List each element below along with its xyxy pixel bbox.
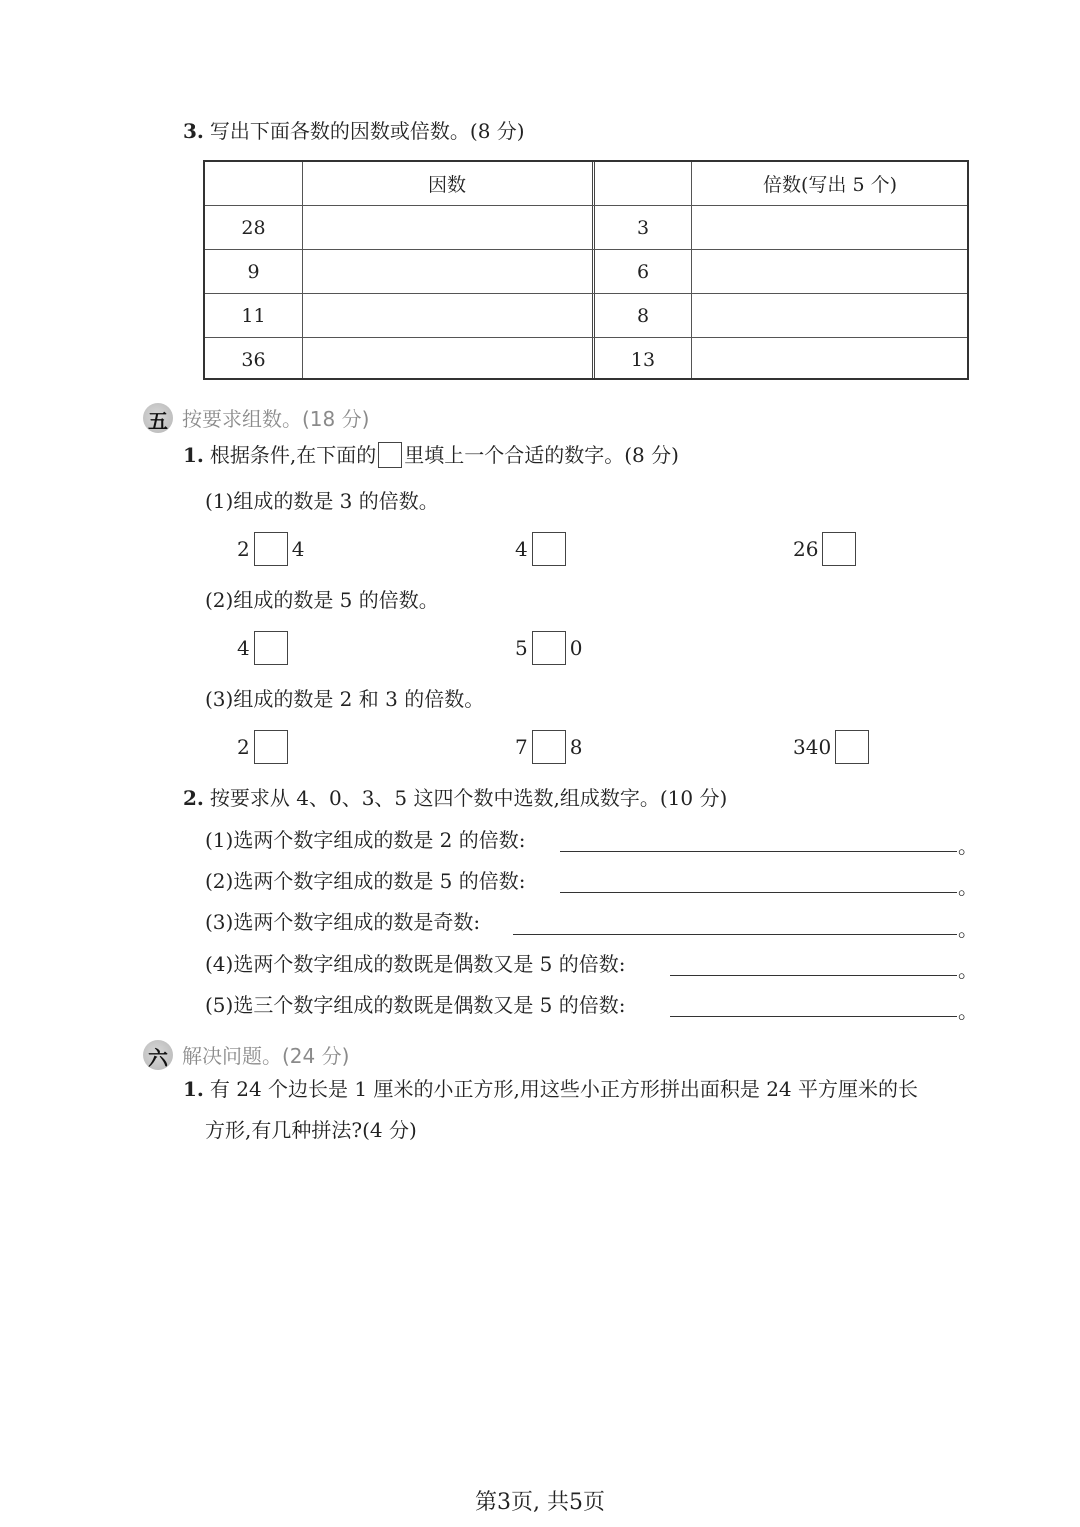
s6-q1-number: 1. — [183, 1077, 204, 1101]
fill-item — [515, 631, 582, 665]
digit-answer-box[interactable] — [532, 730, 566, 764]
digit-answer-box[interactable] — [254, 532, 288, 566]
right-number: 3 — [636, 216, 650, 239]
factors-answer-cell[interactable] — [302, 250, 592, 293]
fill-item — [793, 730, 873, 764]
s5-q2-part-label: (2)选两个数字组成的数是 5 的倍数: — [205, 869, 526, 893]
digit-before: 26 — [793, 537, 819, 561]
answer-blank-line[interactable] — [560, 851, 957, 852]
digit-after: 4 — [291, 537, 305, 561]
table-row — [205, 206, 967, 250]
digit-answer-box[interactable] — [532, 532, 566, 566]
s5-q2-part-label: (3)选两个数字组成的数是奇数: — [205, 910, 481, 934]
multiples-answer-cell[interactable] — [691, 294, 969, 337]
end-mark: 。 — [958, 958, 978, 982]
s6-q1-text-line1: 有 24 个边长是 1 厘米的小正方形,用这些小正方形拼出面积是 24 平方厘米的长 — [209, 1077, 919, 1101]
fill-item — [237, 631, 292, 665]
end-mark: 。 — [958, 917, 978, 941]
right-number: 6 — [636, 260, 650, 283]
s5-q1-title — [183, 441, 679, 469]
digit-answer-box[interactable] — [254, 631, 288, 665]
fill-item — [515, 532, 570, 566]
digit-answer-box[interactable] — [822, 532, 856, 566]
digit-after: 0 — [569, 636, 583, 660]
section-5-title: 按要求组数。(18 分) — [182, 407, 370, 431]
inline-answer-box-sample — [378, 442, 402, 468]
digit-before: 2 — [237, 735, 250, 759]
header-factors: 因数 — [427, 174, 466, 196]
table-row — [205, 250, 967, 294]
section-badge-6 — [143, 1040, 173, 1070]
q3-text: 写出下面各数的因数或倍数。(8 分) — [209, 119, 525, 143]
s5-q1-text-before: 根据条件,在下面的 — [209, 443, 377, 467]
digit-before: 4 — [237, 636, 250, 660]
page-footer: 第3页, 共5页 — [475, 1490, 605, 1515]
multiples-answer-cell[interactable] — [691, 206, 969, 249]
q3-title — [183, 117, 525, 145]
factors-answer-cell[interactable] — [302, 338, 592, 381]
end-mark: 。 — [958, 999, 978, 1023]
section-badge-5-text: 五 — [148, 409, 168, 433]
table-row — [205, 294, 967, 338]
digit-before: 5 — [515, 636, 528, 660]
s5-q2-part-label: (1)选两个数字组成的数是 2 的倍数: — [205, 828, 526, 852]
s5-q2-text: 按要求从 4、0、3、5 这四个数中选数,组成数字。(10 分) — [209, 786, 728, 810]
end-mark: 。 — [958, 834, 978, 858]
fill-item — [515, 730, 582, 764]
s5-q2-number: 2. — [183, 786, 204, 810]
s5-q1-part2-label: (2)组成的数是 5 的倍数。 — [205, 588, 439, 612]
factors-answer-cell[interactable] — [302, 294, 592, 337]
q3-number: 3. — [183, 119, 204, 143]
factors-multiples-table — [203, 160, 969, 380]
table-row — [205, 338, 967, 381]
s5-q1-part3-label: (3)组成的数是 2 和 3 的倍数。 — [205, 687, 485, 711]
s5-q2-title — [183, 784, 727, 812]
multiples-answer-cell[interactable] — [691, 250, 969, 293]
fill-item — [793, 532, 860, 566]
answer-blank-line[interactable] — [560, 892, 957, 893]
s5-q1-text-after: 里填上一个合适的数字。(8 分) — [404, 443, 679, 467]
answer-blank-line[interactable] — [670, 975, 957, 976]
header-multiples: 倍数(写出 5 个) — [763, 174, 897, 196]
left-number: 36 — [241, 348, 266, 371]
digit-before: 2 — [237, 537, 250, 561]
left-number: 9 — [247, 260, 260, 283]
s5-q2-part-label: (4)选两个数字组成的数既是偶数又是 5 的倍数: — [205, 952, 626, 976]
fill-item — [237, 532, 304, 566]
section-6-title: 解决问题。(24 分) — [182, 1044, 350, 1068]
digit-answer-box[interactable] — [254, 730, 288, 764]
section-badge-6-text: 六 — [148, 1046, 168, 1070]
answer-blank-line[interactable] — [670, 1016, 957, 1017]
digit-answer-box[interactable] — [532, 631, 566, 665]
s5-q1-number: 1. — [183, 443, 204, 467]
s5-q2-part-label: (5)选三个数字组成的数既是偶数又是 5 的倍数: — [205, 993, 626, 1017]
factors-answer-cell[interactable] — [302, 206, 592, 249]
left-number: 11 — [241, 304, 266, 327]
digit-after: 8 — [569, 735, 583, 759]
section-badge-5 — [143, 403, 173, 433]
right-number: 8 — [636, 304, 650, 327]
s6-q1-line2: 方形,有几种拼法?(4 分) — [205, 1118, 417, 1142]
digit-before: 4 — [515, 537, 528, 561]
left-number: 28 — [241, 216, 266, 239]
end-mark: 。 — [958, 875, 978, 899]
multiples-answer-cell[interactable] — [691, 338, 969, 381]
s6-q1-line1 — [183, 1075, 918, 1103]
digit-before: 7 — [515, 735, 528, 759]
s5-q1-part1-label: (1)组成的数是 3 的倍数。 — [205, 489, 439, 513]
digit-before: 340 — [793, 735, 832, 759]
fill-item — [237, 730, 292, 764]
answer-blank-line[interactable] — [513, 934, 957, 935]
right-number: 13 — [630, 348, 656, 371]
table-header-row — [205, 162, 967, 206]
digit-answer-box[interactable] — [835, 730, 869, 764]
